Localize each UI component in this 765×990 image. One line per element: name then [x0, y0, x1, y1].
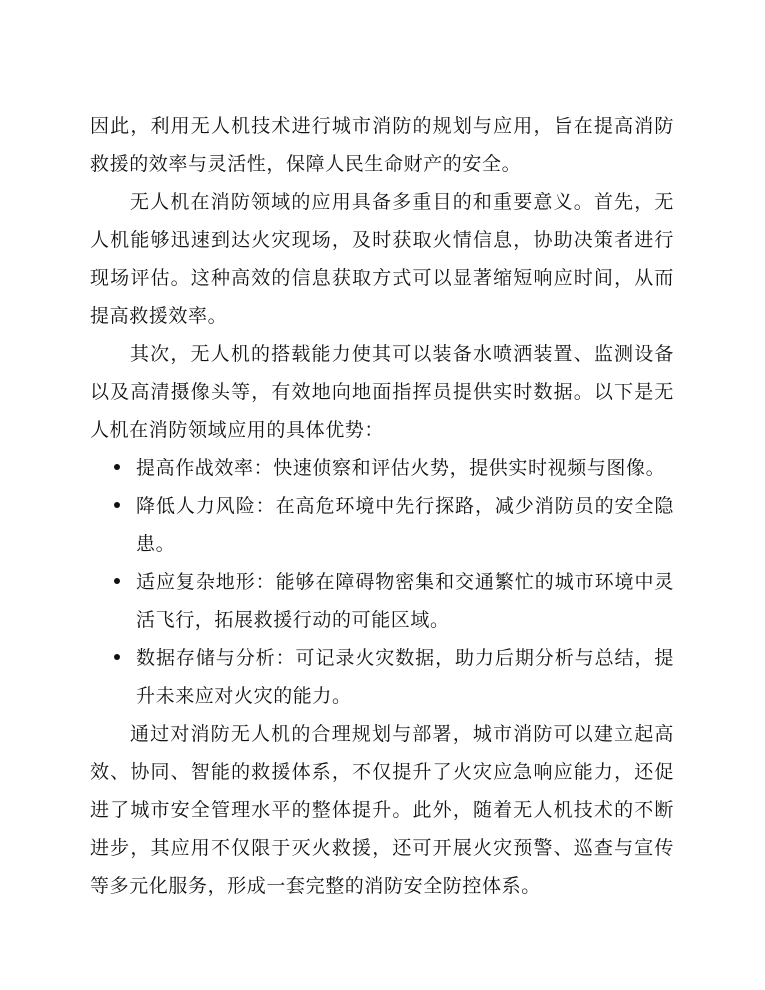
- list-item-text: 提高作战效率：快速侦察和评估火势，提供实时视频与图像。: [136, 457, 666, 479]
- paragraph-intro: 因此，利用无人机技术进行城市消防的规划与应用，旨在提高消防救援的效率与灵活性，保障人民生命财产的安全。: [90, 115, 674, 175]
- list-item-text: 降低人力风险：在高危环境中先行探路，减少消防员的安全隐患。: [136, 495, 674, 555]
- bullet-icon: [114, 578, 120, 584]
- list-item: [90, 487, 674, 563]
- list-item-text: 数据存储与分析：可记录火灾数据，助力后期分析与总结，提升未来应对火灾的能力。: [136, 647, 674, 707]
- paragraph-capability: 其次，无人机的搭载能力使其可以装备水喷洒装置、监测设备以及高清摄像头等，有效地向地面指挥员提供实时数据。以下是无人机在消防领域应用的具体优势：: [90, 343, 674, 441]
- advantages-list: [90, 449, 674, 715]
- document-page: [90, 107, 674, 905]
- paragraph-purpose: 无人机在消防领域的应用具备多重目的和重要意义。首先，无人机能够迅速到达火灾现场，及时获取火情信息，协助决策者进行现场评估。这种高效的信息获取方式可以显著缩短响应时间，从而提高救援效率。: [90, 191, 674, 327]
- bullet-icon: [114, 464, 120, 470]
- list-item-text: 适应复杂地形：能够在障碍物密集和交通繁忙的城市环境中灵活飞行，拓展救援行动的可能区域。: [136, 571, 674, 631]
- paragraph-conclusion: 通过对消防无人机的合理规划与部署，城市消防可以建立起高效、协同、智能的救援体系，不仅提升了火灾应急响应能力，还促进了城市安全管理水平的整体提升。此外，随着无人机技术的不断进步，其应用不仅限于灭火救援，还可开展火灾预警、巡查与宣传等多元化服务，形成一套完整的消防安全防控体系。: [90, 723, 674, 897]
- list-item: [90, 449, 674, 487]
- bullet-icon: [114, 502, 120, 508]
- list-item: [90, 563, 674, 639]
- list-item: [90, 639, 674, 715]
- bullet-icon: [114, 654, 120, 660]
